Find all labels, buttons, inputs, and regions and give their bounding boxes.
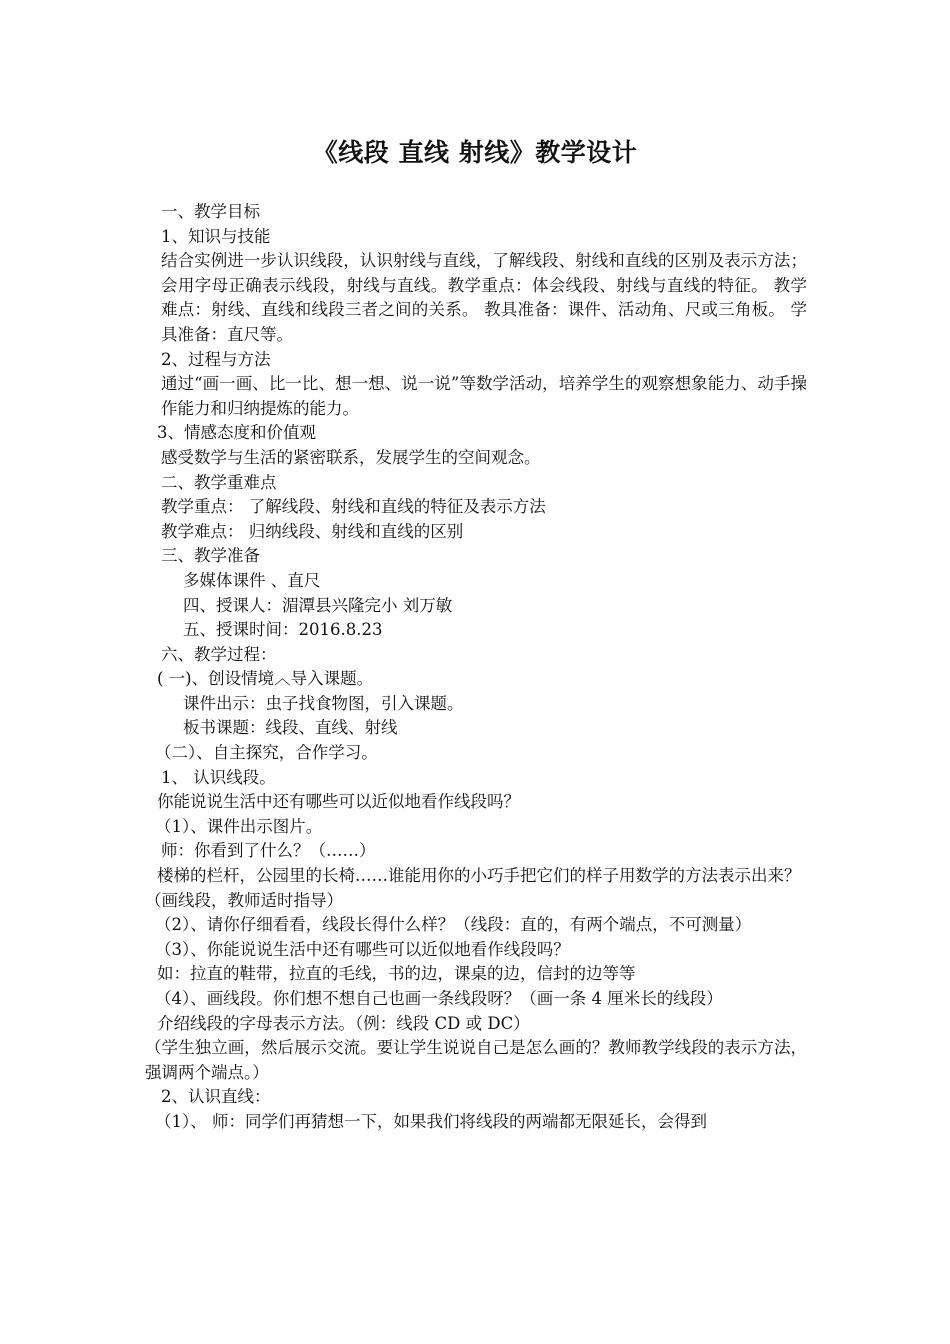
document-title: 《线段 直线 射线》教学设计 xyxy=(312,138,638,167)
paragraph: （学生独立画，然后展示交流。要让学生说说自己是怎么画的？教师教学线段的表示方法，强调两个端点。） xyxy=(145,1038,807,1082)
paragraph: 多媒体课件 、直尺 xyxy=(183,570,321,590)
paragraph: 一、教学目标 xyxy=(161,202,260,221)
paragraph: 六、教学过程： xyxy=(161,644,277,664)
paragraph: 二、教学重难点 xyxy=(161,472,277,492)
paragraph: 教学重点： 了解线段、射线和直线的特征及表示方法 xyxy=(161,497,546,517)
paragraph: 结合实例进一步认识线段，认识射线与直线，了解线段、射线和直线的区别及表示方法；会用字母正确表示线段，射线与直线。教学重点：体会线段、射线与直线的特征。 教学难点：射线、直线和线段三者之间的关系。 教具准备：课件、活动角、尺或三角板。 学具准备：直尺等。 xyxy=(161,251,807,344)
paragraph: （画线段，教师适时指导） xyxy=(145,890,343,910)
paragraph: 楼梯的栏杆，公园里的长椅……谁能用你的小巧手把它们的样子用数学的方法表示出来？ xyxy=(157,866,801,886)
paragraph: 2、过程与方法 xyxy=(161,349,271,369)
paragraph: 板书课题：线段、直线、射线 xyxy=(183,718,398,738)
paragraph: 3、情感态度和价值观 xyxy=(157,423,316,443)
paragraph: 五、授课时间：2016.8.23 xyxy=(183,620,383,640)
paragraph: （2）、请你仔细看看，线段长得什么样？（线段：直的，有两个端点，不可测量） xyxy=(155,915,752,935)
paragraph: （3）、你能说说生活中还有哪些可以近似地看作线段吗？ xyxy=(155,939,570,959)
paragraph: （二）、自主探究，合作学习。 xyxy=(155,743,378,763)
paragraph: 1、 认识线段。 xyxy=(161,767,276,787)
paragraph: （1）、课件出示图片。 xyxy=(155,816,323,836)
paragraph: 你能说说生活中还有哪些可以近似地看作线段吗？ xyxy=(157,792,520,812)
paragraph: 师：你看到了什么？（……） xyxy=(161,841,376,861)
paragraph: 教学难点： 归纳线段、射线和直线的区别 xyxy=(161,521,464,541)
paragraph: 四、授课人：湄潭县兴隆完小 刘万敏 xyxy=(183,595,453,615)
paragraph: （1）、 师：同学们再猜想一下，如果我们将线段的两端都无限延长，会得到 xyxy=(155,1111,707,1131)
paragraph: 三、教学准备 xyxy=(161,546,260,566)
paragraph: 课件出示：虫子找食物图，引入课题。 xyxy=(183,693,464,713)
paragraph: 1、知识与技能 xyxy=(161,226,271,246)
paragraph: 通过“画一画、比一比、想一想、说一说”等数学活动，培养学生的观察想象能力、动手操作能力和归纳提炼的能力。 xyxy=(161,374,807,418)
paragraph: （4）、画线段。你们想不想自己也画一条线段呀？（画一条 4 厘米长的线段） xyxy=(155,989,723,1008)
paragraph: 如：拉直的鞋带，拉直的毛线，书的边，课桌的边，信封的边等等 xyxy=(157,964,636,984)
paragraph: 介绍线段的字母表示方法。（例：线段 CD 或 DC） xyxy=(157,1013,530,1033)
paragraph: 感受数学与生活的紧密联系，发展学生的空间观念。 xyxy=(161,447,541,467)
paragraph: 2、认识直线： xyxy=(161,1087,271,1107)
paragraph: ( 一)、创设情境︿导入课题。 xyxy=(157,669,374,689)
document-body xyxy=(145,200,807,1135)
